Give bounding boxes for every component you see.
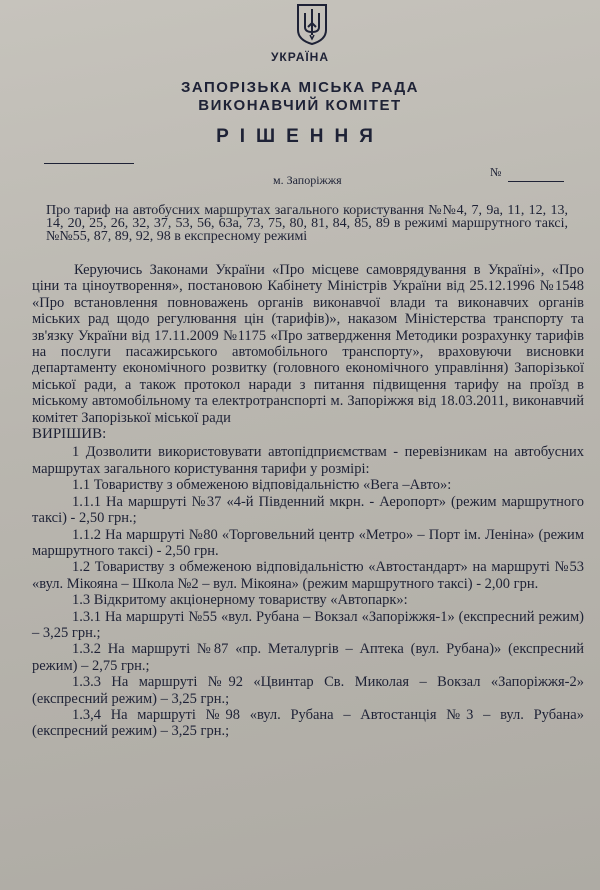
- decision-subject: Про тариф на автобусних маршрутах загального користування №№4, 7, 9а, 11, 12, 13, 14, 20, 25, 26, 32, 37, 53, 56, 63а, 73, 75, 80, 81, 84, 85, 89 в режимі маршрутного таксі, №№55, 87, 89, 92, 98 в експресному режимі: [46, 203, 568, 244]
- issuing-authority: [0, 79, 600, 115]
- item-1-1-2: 1.1.2 На маршруті №80 «Торговельний центр «Метро» – Порт ім. Леніна» (режим маршрутного таксі) - 2,50 грн.: [32, 526, 584, 559]
- item-1-3-4: 1.3,4 На маршруті №98 «вул. Рубана – Автостанція №3 – вул. Рубана» (експресний режим) – 3,25 грн.;: [32, 706, 584, 740]
- item-1: 1 Дозволити використовувати автопідприємствам - перевізникам на автобусних маршрутах загального користування тарифи у розмірі:: [32, 444, 584, 477]
- item-1-3-2: 1.3.2 На маршруті №87 «пр. Металургів – Аптека (вул. Рубана)» (експресний режим) – 2,75 грн.;: [32, 641, 584, 674]
- date-blank-line: [44, 163, 134, 164]
- trident-coat-of-arms-icon: [295, 2, 329, 46]
- city-council-line: ЗАПОРІЗЬКА МІСЬКА РАДА: [180, 79, 419, 96]
- item-1-3-3: 1.3.3 На маршруті №92 «Цвинтар Св. Миколая – Вокзал «Запоріжжя-2» (експресний режим) – 3,25 грн.;: [32, 674, 584, 707]
- item-1-3: 1.3 Відкритому акціонерному товариству «Автопарк»:: [72, 592, 408, 609]
- number-blank-line: [508, 181, 564, 182]
- country-name: УКРАЇНА: [270, 50, 330, 64]
- item-1-2: 1.2 Товариству з обмеженою відповідальністю «Автостандарт» на маршруті №53 «вул. Мікояна – Школа №2 – вул. Мікояна» (режим маршрутного таксі) - 2,00 грн.: [32, 559, 584, 592]
- preamble-paragraph: Керуючись Законами України «Про місцеве самоврядування в Україні», «Про ціни та ціноутворення», постановою Кабінету Міністрів України від 25.12.1996 №1548 «Про встановлення повноважень органів виконавчої влади та виконавчих органів міських рад щодо регулювання цін (тарифів)», наказом Міністерства транспорту та зв'язку України від 17.11.2009 №1175 «Про затвердження Методики розрахунку тарифів на послуги пасажирського автомобільного транспорту», враховуючи висновки департаменту економічного розвитку (головного економічного управління) Запорізької міської ради, а також протокол наради з питання підвищення тарифу на проїзд в міському автомобільному та електротранспорті м. Запоріжжя від 18.03.2011, виконавчий комітет Запорізької міської ради: [32, 262, 584, 426]
- decided-heading: ВИРІШИВ:: [32, 426, 107, 443]
- executive-committee-line: ВИКОНАВЧИЙ КОМІТЕТ: [198, 97, 402, 114]
- item-1-1: 1.1 Товариству з обмеженою відповідальністю «Вега –Авто»:: [72, 477, 452, 494]
- number-label: №: [490, 165, 502, 179]
- decision-body: [32, 262, 584, 740]
- item-1-3-1: 1.3.1 На маршруті №55 «вул. Рубана – Вокзал «Запоріжжя-1» (експресний режим) – 3,25 грн.;: [32, 608, 584, 641]
- city-label: м. Запоріжжя: [273, 173, 342, 187]
- item-1-1-1: 1.1.1 На маршруті №37 «4-й Південний мкрн. - Аеропорт» (режим маршрутного таксі) - 2,50 грн.;: [32, 493, 584, 527]
- document-title: РІШЕННЯ: [216, 126, 384, 147]
